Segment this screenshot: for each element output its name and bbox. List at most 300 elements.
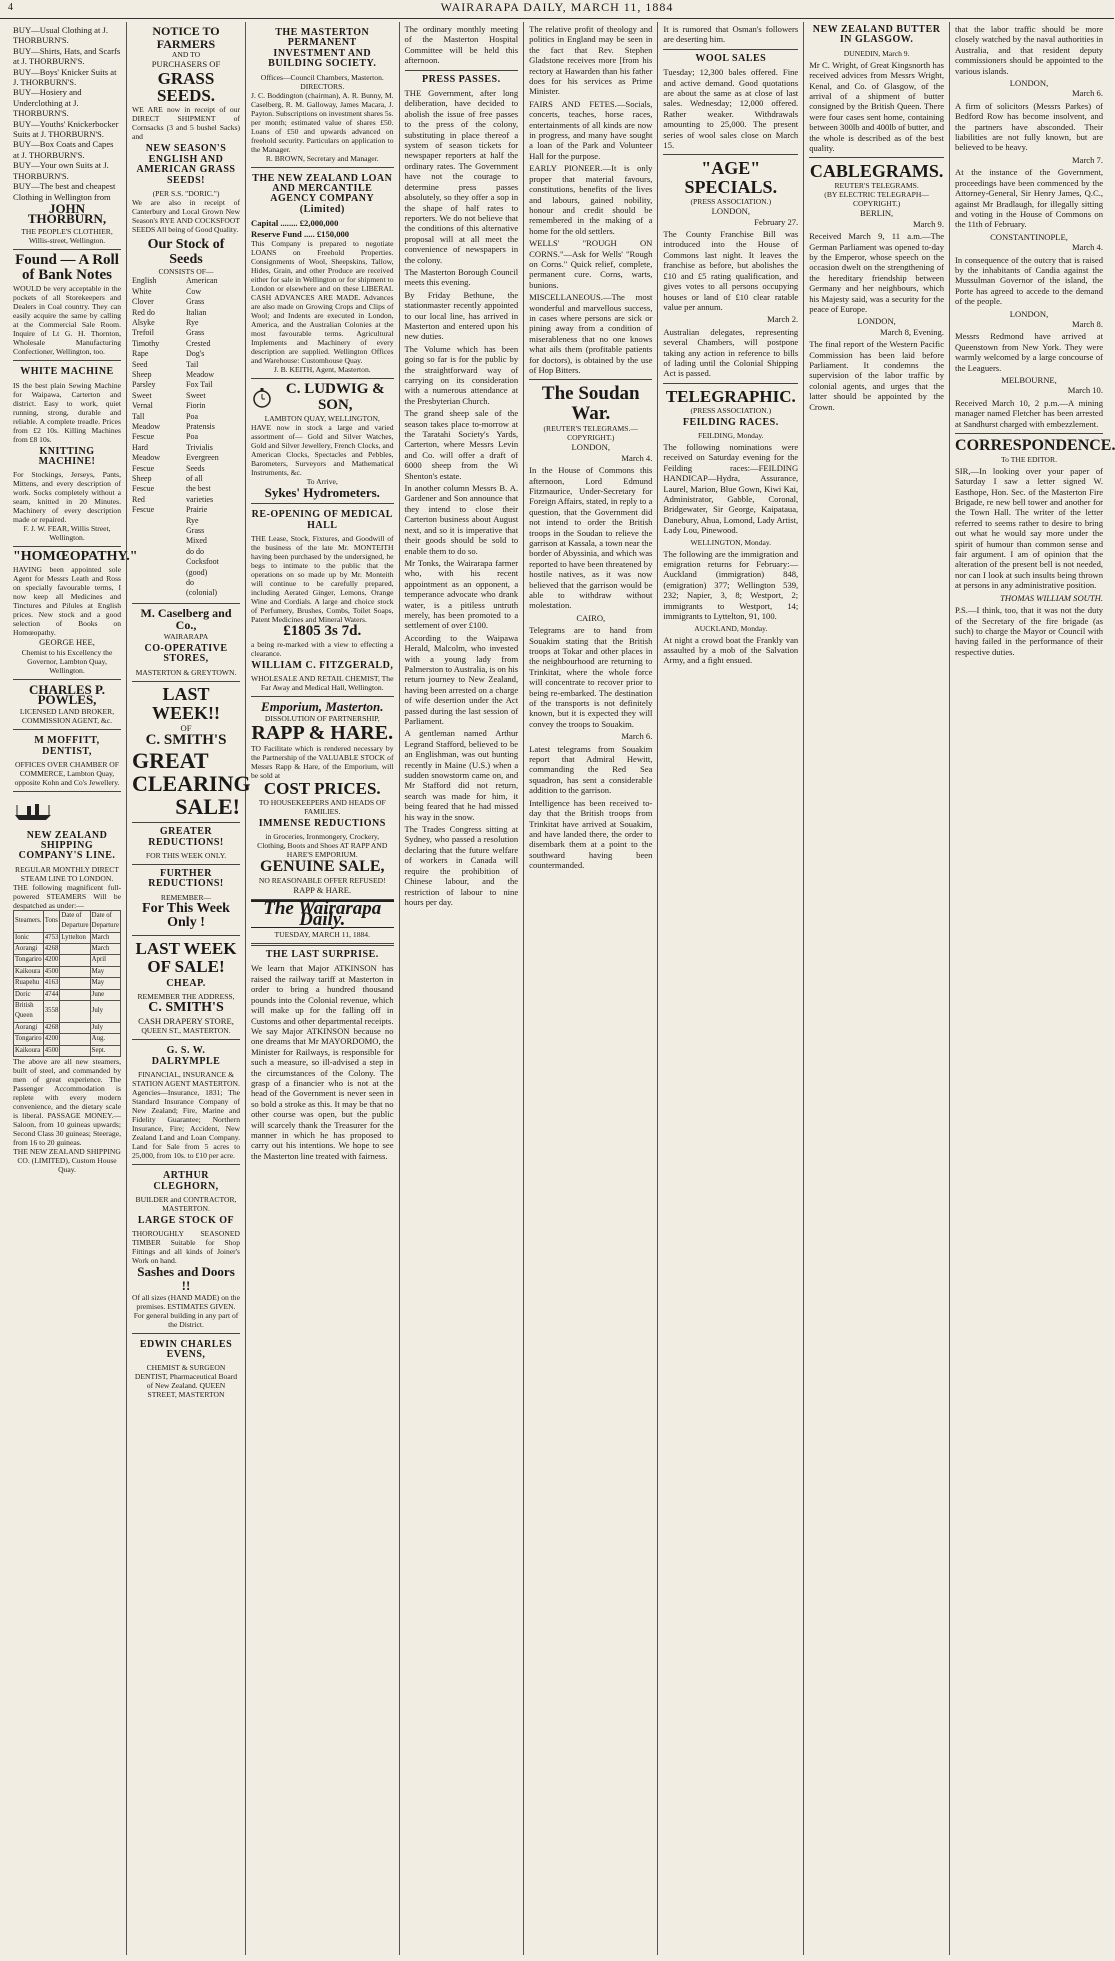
large-stock: LARGE STOCK OF (137, 1214, 235, 1226)
news-item: that the labor traffic should be more closely watched by the naval authorities in Australia, and that resident deputy commissioners should be appointed to the various islands. (955, 24, 1104, 76)
homoeopathy-text: HAVING been appointed sole Agent for Messrs Leath and Ross on specially favourable terms, I now keep all Medicines and Tinctures and Pilules at English prices. New stock and a good selection of Books on Homœopathy. (13, 565, 121, 638)
news-item: The ordinary monthly meeting of the Masterton Hospital Committee will be held this afternoon. (404, 24, 519, 66)
list-item: Prairie Rye Grass (186, 505, 208, 536)
butter-text: Mr C. Wright, of Great Kingsnorth has received advices from Messrs Wright, Kenal, and Co. of Glasgow, of the arrival of a shipment of butter consigned by the British Queen. There were four cases sent home, containing between 300lb and 400lb of butter, and the whole is described as of the best quality. (809, 59, 945, 154)
table-cell: Aug. (90, 1034, 120, 1045)
caselberg-name: M. Caselberg and Co., (140, 605, 232, 633)
wellington-text: The following are the immigration and emigration returns for February:—Auckland (immigration) 848, (emigration) 377; Wellington 539, 232; Napier, 3, 8; Westport, 2; immigrants to Westport, 14; immigrants to Lyttelton, 91, 100. (663, 548, 799, 622)
news-item: According to the Waipawa Herald, Malcolm, who invested with a young lady from Palmerston to Australia, is on his return journey to New Zealand, having been arrested on a charge of wife desertion under the Act passed during the last session of Parliament. (404, 632, 519, 726)
dunedin-date: DUNEDIN, March 9. (843, 48, 910, 58)
medical-hall-ad (251, 504, 394, 697)
buy-line: BUY—Hosiery and Underclothing at J. THORBURN'S. (13, 87, 82, 119)
age-text: The County Franchise Bill was introduced into the House of Commons last night. It leaves the franchise as before, but abolishes the £10 and £5 rating qualification, and gives votes to all persons occupying houses or land of £10 clear ratable value per annum. (663, 229, 799, 312)
rapp-hare-2: RAPP & HARE. (293, 884, 352, 895)
table-row (14, 989, 121, 1000)
estimates: Of all sizes (HAND MADE) on the premises. ESTIMATES GIVEN. (132, 1292, 240, 1311)
farmers-ad (132, 22, 240, 604)
medical-title: RE-OPENING OF MEDICAL HALL (251, 509, 393, 531)
shipping-text: THE following magnificent full-powered STEAMERS Will be despatched as under:— (13, 882, 121, 910)
table-cell (60, 1045, 90, 1056)
this-week-only: FOR THIS WEEK ONLY. (145, 850, 227, 860)
drapery-store: CASH DRAPERY STORE, (138, 1015, 234, 1026)
knitting-addr: F. J. W. FEAR, Willis Street, Wellington. (23, 524, 111, 543)
powles-sub: LICENSED LAND BROKER, COMMISSION AGENT, &c. (19, 707, 115, 726)
shipping-agent: THE NEW ZEALAND SHIPPING CO. (LIMITED), Custom House Quay. (13, 1147, 121, 1175)
dalrymple-text: Agencies—Insurance, 1831; The Standard Insurance Company of New Zealand; Fire, Marine and Fidelity Guarantee; Northern Insurance, Fire; Accident, New Zealand Land and Loan Company. Land for Sale from 5 acres to 25,000, from 10s. to £10 per acre. (132, 1088, 240, 1161)
cleghorn-ad (132, 1165, 240, 1334)
fitzgerald-name: WILLIAM C. FITZGERALD, (251, 659, 394, 671)
immense-text: in Groceries, Ironmongery, Crockery, Clothing, Boots and Shoes AT RAPP AND HARE'S EMPORIUM. (257, 832, 388, 860)
butter-title: NEW ZEALAND BUTTER IN GLASGOW. (812, 24, 941, 46)
grass-seeds-title: GRASS SEEDS. (156, 68, 216, 106)
purchasers: PURCHASERS OF (151, 59, 221, 70)
sashes-doors: Sashes and Doors !! (137, 1264, 235, 1293)
found-text: WOULD be very acceptable in the pockets of all Storekeepers and Dealers in Coal country. They can easily acquire the same by calling at the Commercial Sale Room. Inquire of Lt G. H. Thornton, Wholesale Manufacturing Confectioner, Wellington, too. (13, 284, 121, 357)
dateline-london: LONDON, (857, 316, 896, 327)
smith-name-2: C. SMITH'S (148, 1000, 224, 1016)
wanted: For general building in any part of the District. (133, 1310, 239, 1329)
list-item: Tall Meadow Fescue (132, 411, 160, 442)
dateline-london: LONDON, (711, 206, 751, 217)
date-march-2: March 2. (767, 314, 799, 325)
found-ad (13, 250, 121, 362)
age-specials-title: "AGE" SPECIALS. (684, 158, 778, 198)
table-cell (60, 1022, 90, 1033)
seed-list-left (132, 276, 186, 599)
great-label: GREAT (132, 747, 209, 773)
dateline-cairo: CAIRO, (576, 612, 606, 623)
cleghorn-name: ARTHUR CLEGHORN, (153, 1170, 219, 1192)
news-item: Received March 10, 2 p.m.—A mining manager named Fletcher has been arrested at Sandhurst charged with embezzlement. (955, 397, 1104, 429)
shipping-sub: REGULAR MONTHLY DIRECT STEAM LINE TO LONDON. (15, 864, 119, 883)
buy-line: BUY—The best and cheapest Clothing in Wellington from (13, 181, 116, 202)
list-item: Alsyke (132, 317, 155, 327)
age-press: (PRESS ASSOCIATION.) (690, 197, 772, 207)
issue-date: TUESDAY, MARCH 11, 1884. (274, 930, 370, 940)
ludwig-sub: LAMBTON QUAY, WELLINGTON, (264, 413, 380, 423)
homoeopathy-title: "HOMŒOPATHY." (13, 549, 138, 565)
news-item: The Volume which has been going so far is for the public by the straightforward way of carrying on its consideration with a numerous attendance at the Presbyterian Church. (404, 343, 519, 406)
table-cell: Doric (14, 989, 44, 1000)
evens-name: EDWIN CHARLES EVENS, (139, 1338, 233, 1360)
powles-name: CHARLES P. POWLES, (28, 681, 106, 707)
table-cell: 4163 (43, 978, 60, 989)
nzl-sign: J. B. KEITH, Agent, Masterton. (273, 365, 371, 375)
knitting-title: KNITTING MACHINE! (38, 445, 96, 468)
table-row (14, 1045, 121, 1056)
table-cell: May (90, 978, 120, 989)
remember: REMEMBER— (160, 892, 212, 902)
table-cell: 3558 (43, 1001, 60, 1023)
auckland-text: At night a crowd boat the Frankly van assaulted by a mob of the Salvation Army, and a fight ensued. (663, 634, 799, 666)
berlin-text: Received March 9, 11 a.m.—The German Parliament was opened to-day by the Emperor, whose speech on the occasion dwelt on the strengthening of the hereditary friendship between Germany and her neighbours, which his Majesty said, was a security for the peace of Europe. (809, 231, 945, 315)
pocket-watch-icon (251, 387, 273, 409)
date-march-6: March 6. (621, 731, 653, 742)
table-cell: Aorangi (14, 1022, 44, 1033)
table-cell: Kaikoura (14, 966, 44, 977)
table-cell (60, 1001, 90, 1023)
buy-line: BUY—Your own Suits at J. THORBURN'S. (13, 160, 109, 181)
news-item: In consequence of the outcry that is raised by the inhabitants of Candia against the Mussulman Governor of the island, the Porte has agreed to accede to the demand of the people. (955, 254, 1104, 307)
building-society-directors: DIRECTORS. (300, 81, 345, 91)
table-cell (60, 978, 90, 989)
soudan-sub: (REUTER'S TELEGRAMS.—COPYRIGHT.) (543, 424, 638, 443)
news-item: Mr Tonks, the Wairarapa farmer who, with his recent appointment as an opponent, a temperance advocate who drank water, is a pitiless untruth merely, has been promoted to a settlement of over £100. (404, 557, 519, 631)
list-item: Trefoil (132, 328, 154, 338)
cablegrams-copyright: (BY ELECTRIC TELEGRAPH—COPYRIGHT.) (824, 190, 929, 209)
cleghorn-sub: BUILDER and CONTRACTOR, MASTERTON. (135, 1194, 237, 1213)
drapery-addr: QUEEN ST., MASTERTON. (141, 1026, 231, 1036)
wool-title: WOOL SALES (695, 52, 767, 64)
dateline-london-2: LONDON, (1009, 308, 1049, 319)
news-item: The Trades Congress sitting at Sydney, who passed a resolution declaring that the future welfare of workers in Canada will require the prohibition of Chinese labour, and the restriction of labour to nine hours per day. (404, 824, 519, 907)
nzl-capital: Capital ........ £2,000,000 (251, 218, 339, 229)
greater-reductions: GREATER REDUCTIONS! (148, 826, 224, 848)
steamship-icon (13, 799, 53, 821)
date-march-10: March 10. (1067, 385, 1104, 396)
wool-text: Tuesday; 12,300 bales offered. Fine and active demand. Good quotations are about the same as at close of last sales. Wednesday; 12,000 offered. Rather weaker. Withdrawals amounting to 25,000. The present series of wool sales close on March 15. (663, 67, 799, 151)
masthead (0, 0, 1114, 19)
stock-title: Our Stock of Seeds (147, 236, 225, 267)
london-text: The final report of the Western Pacific Commission has been laid before Parliament. It condemns the supervision of the labor traffic by colonial agents, and urges that the latter should be appointed by the Crown. (809, 339, 945, 412)
thorburn-addr: Willis-street, Wellington. (28, 235, 106, 245)
building-society-sign: R. BROWN, Secretary and Manager. (265, 153, 379, 163)
steamer-table (13, 910, 121, 1057)
table-row (14, 932, 121, 943)
last-week: LAST WEEK!! (151, 683, 220, 723)
list-item: Red Fescue (132, 494, 155, 515)
correspondence-sign: THOMAS WILLIAM SOUTH. (1000, 592, 1104, 603)
table-cell: 4200 (43, 955, 60, 966)
news-item: FAIRS AND FETES.—Socials, concerts, teaches, horse races, entertainments of all kinds are now in progress, and many have sought a loan of the Park and Volunteer Hall for the purpose. (529, 98, 653, 161)
telegraphic-title: TELEGRAPHIC. (665, 386, 796, 406)
feilding-text: The following nominations were received on Saturday evening for the Feilding races:—FEILDING HANDICAP—Hydra, Assurance, Laurel, Marion, Blue Gown, Kiwi Kai, Administrator, Gabble, Coronal, Bridgewater, Sir George, Kaipataua, Danebury, Ahua, Lomond, Lady Artist, Lady Lou, Pinewood. (663, 442, 799, 536)
nzl-reserve: Reserve Fund ..... £150,000 (251, 228, 350, 239)
coop-addr: MASTERTON & GREYTOWN. (135, 667, 237, 677)
homoeopathy-ad (13, 547, 138, 679)
page-number: 4 (8, 2, 14, 13)
table-row (14, 955, 121, 966)
buy-line: BUY—Shirts, Hats, and Scarfs at J. THORBURN'S. (13, 45, 121, 67)
medical-price: £1805 3s 7d. (283, 623, 362, 640)
list-item: Evergreen Seeds of all the best varieties (186, 453, 219, 504)
column-4 (400, 22, 525, 1955)
news-item: In another column Messrs B. A. Gardener and Son announce that they intend to close their Carterton business about August next, and so it is imperative that their goods should be sold to enable them to do so. (404, 483, 519, 556)
immense-reductions: IMMENSE REDUCTIONS (258, 817, 386, 829)
machine-text: IS the best plain Sewing Machine for Waipawa, Carterton and district. Easy to work, quiet running, strong, durable and reliable. A complete treadle. Prices from £2 10s. Killing Machines from £8 10s. (13, 380, 121, 444)
ludwig-arrive: To Arrive, (306, 476, 338, 486)
table-cell: Kaikoura (14, 1045, 44, 1056)
cablegrams-title: CABLEGRAMS. (809, 161, 944, 182)
nzl-ad (251, 168, 394, 379)
date-march-8: March 8, Evening. (880, 326, 945, 337)
list-item: American Cow Grass (186, 276, 218, 307)
table-cell: July (90, 1001, 120, 1023)
press-passes-title: PRESS PASSES. (422, 73, 501, 85)
news-item: WELLS' "ROUGH ON CORNS."—Ask for Wells' "Rough on Corns." Quick relief, complete, permanent cure. Corns, warts, bunions. (529, 238, 653, 290)
list-item: Sheep Fescue (132, 474, 155, 494)
fitzgerald-sub: WHOLESALE AND RETAIL CHEMIST, The Far Away and Medical Hall, Wellington. (251, 674, 394, 693)
table-cell: Aorangi (14, 944, 44, 955)
nzl-text: This Company is prepared to negotiate LOANS on Freehold Properties. Consignments of Wool, Sheepskins, Tallow, Hides, Grain, and other Produce are received either for sale in Wellington or for shipment to London or elsewhere and on these LIBERAL CASH ADVANCES ARE MADE. Advances are also made on Growing Crops and Clips of Wool; and Indents are executed in London, America, and the Australian Colonies at the most favourable terms. Agricultural Implements and Machinery of every description are supplied. Wellington Offices and Warehouse: Customhouse Quay. (251, 239, 394, 366)
table-cell (60, 1034, 90, 1045)
date-march-7: March 7. (1071, 154, 1104, 165)
machine-ad (13, 361, 121, 547)
list-item: Poa Pratensis (186, 411, 215, 431)
soudan-title: The Soudan War. (541, 383, 640, 425)
table-cell: May (90, 966, 120, 977)
emporium-ad (251, 697, 394, 900)
cocksfoot: We are also in receipt of Canterbury and Local Grown New Season's RYE AND COCKSFOOT SEEDS All being of Good Quality. (132, 197, 240, 234)
dissolution: DISSOLUTION OF PARTNERSHIP, (264, 713, 380, 723)
press-passes-text: THE Government, after long deliberation, have decided to abolish the issue of free passes to the press of the colony, substituting in place thereof a system of season tickets for newspaper reporters at half the ordinary rates. The Government have not the courage to determine press passes absolutely, so they offer a sop in the shape of half rates to reporters. We do not believe that the conditions of this alternative proposal will at all meet the convenience of newspapers in the colony. (404, 88, 519, 265)
smith-name: C. SMITH'S (145, 732, 227, 749)
news-item: MISCELLANEOUS.—The most wonderful and marvellous success, in cases where persons are sick or pining away from a condition of miserableness that no one knows what ails them (profitable patients for doctors), is obtained by the use of Hop Bitters. (529, 292, 653, 375)
date-march-9: March 9. (912, 218, 945, 229)
sykes-hydrometers: Sykes' Hydrometers. (264, 484, 380, 500)
table-cell: Lyttelton (60, 932, 90, 943)
news-item: EARLY PIONEER.—It is only proper that material favours, constitutions, benefits of the lives and labours, gained nobility, honour and credit should be remembered in the making of a home for the old settlers. (529, 163, 653, 236)
masthead-title: WAIRARAPA DAILY, MARCH 11, 1884 (440, 0, 674, 14)
moffitt-sub: OFFICES OVER CHAMBER OF COMMERCE, Lambton Quay, opposite Kohn and Co's Jewellery. (14, 760, 120, 788)
column-7 (804, 22, 950, 1955)
list-item: Crested Dog's Tail (186, 338, 211, 369)
list-item: do (colonial) (186, 578, 218, 598)
cheap-label: CHEAP. (166, 977, 206, 989)
table-cell: March (90, 932, 120, 943)
timber-text: THOROUGHLY SEASONED TIMBER Suitable for Shop Fittings and all kinds of Joiner's Work on hand. (132, 1229, 240, 1266)
date-feb-27: February 27. (754, 216, 799, 227)
ludwig-text: HAVE now in stock a large and varied assortment of— Gold and Silver Watches, Gold and Silver Jewellery, French Clocks, and American Clocks, Spectacles and Pebbles, Barometers, Surveyors and Mathematical Instruments, &c. (251, 422, 394, 477)
correspondence-text: SIR,—In looking over your paper of Saturday I saw a letter signed W. Easthope, Hon. Sec. of the Masterton Fire Brigade, re new bell tower and another for the Town Hall. The writer of the letter referred to seems rather to desire to bring out what he would say more under the spirit of humour than common sense and fair argument. I am of opinion that the alteration of the present bell is not needed, nor can I look at such insults being thrown at persons in any administrative position. (955, 465, 1104, 591)
cablegrams-sub: REUTER'S TELEGRAMS. (834, 181, 919, 191)
powles-ad (13, 680, 121, 731)
table-cell: Tongariro (14, 1034, 44, 1045)
news-item: The relative profit of theology and politics in England may be seen in the fact that Rev. Stephen Gladstone receives more [from his rectory at Hawarden than his father does for his services as Prime Minister. (529, 24, 653, 97)
cairo-text: Telegrams are to hand from Souakim stating that the British troops at Tokar and other places in the neighbourhood are returning to Trinkitat, where the whole force will concentrate to recover prior to being re-embarked. The destination of the transports is not definitely known, but it is expected they will convey the troops to Souakim. (529, 625, 653, 729)
column-8 (950, 22, 1115, 1955)
clearing-label: CLEARING (132, 770, 251, 796)
homoeopathy-name: GEORGE HEE, (39, 637, 95, 648)
last-week-2: LAST WEEK (135, 939, 237, 959)
column-2 (127, 22, 251, 1955)
leader-text: We learn that Major ATKINSON has raised the railway tariff at Masterton in order to bring a hundred thousand pounds into the Colonial revenue, which will make up for the falling off in Customs and other departmental receipts. We say Major ATKINSON because no one dreams that Mr MAYORDOMO, the Minister for Railways, is responsible for such a measure, so ill-advised a step in the circumstances of the Colony. The grasp of a financier who is not at the head of the Government is never seen in so bold a stroke as this. It may be that no other course was open, but the public will scarcely thank the Treasurer for the manner in which he has proposed to carry out his intentions. We hope to see the Masterton line treated with fairness. (251, 963, 394, 1161)
farmers-title: NOTICE TO FARMERS (152, 24, 220, 51)
table-cell (60, 944, 90, 955)
dalrymple-ad (132, 1040, 240, 1165)
of-sale: OF SALE! (147, 956, 225, 976)
table-cell: April (90, 955, 120, 966)
list-item: Cocksfoot (good) (186, 557, 219, 577)
date-march-8: March 8. (1071, 318, 1104, 329)
building-society-ad (251, 22, 394, 168)
no-offer-refused: NO REASONABLE OFFER REFUSED! (258, 875, 386, 885)
building-society-title: THE MASTERTON PERMANENT INVESTMENT AND BUILDING SOCIETY. (268, 27, 377, 70)
soudan-text: In the House of Commons this afternoon, Lord Edmund Fitzmaurice, Under-Secretary for Foreign Affairs, stated, in reply to a question, that the Government did not intend to order the British troops in the Soudan to relieve the garrison at Kassala, a town near the border of Abyssinia, and which was reported to have been threatened by hostile natives, as it was now believed that the garrison would be able to withdraw without molestation. (529, 465, 653, 611)
caselberg-ad (132, 604, 240, 682)
table-cell (60, 955, 90, 966)
rapp-text: TO Facilitate which is rendered necessary by the Partnership of the VALUABLE STOCK of Messrs Rapp & Hare, of the Emporium, will be sold at (251, 743, 394, 780)
new-seasons: NEW SEASON'S ENGLISH AND AMERICAN GRASS SEEDS! (136, 143, 236, 186)
table-cell: 4200 (43, 1034, 60, 1045)
list-item: Timothy (132, 338, 160, 348)
coop-stores: CO-OPERATIVE STORES, (144, 643, 228, 665)
thorburn-ad (13, 22, 121, 250)
ludwig-ad (251, 379, 394, 504)
buy-line: BUY—Usual Clothing at J. THORBURN'S. (13, 25, 109, 46)
latest-text: Latest telegrams from Souakim report that Admiral Hewitt, commanding the Red Sea squadron, has sent a considerable addition to the garrison. (529, 743, 653, 796)
knitting-text: For Stockings, Jerseys, Pants, Mittens, and every description of work. Socks completely without a seam, knitted in 20 Minutes. Machinery of every description made or repaired. (13, 470, 121, 525)
list-item: Meadow Fox Tail (186, 369, 214, 390)
rapp-hare: RAPP & HARE. (251, 721, 394, 744)
thorburn-sub: THE PEOPLE'S CLOTHIER, (21, 226, 113, 236)
table-cell: Ionic (14, 932, 44, 943)
column-5 (524, 22, 658, 1955)
cost-prices: COST PRICES. (263, 778, 381, 798)
list-item: Mixed do do (186, 536, 207, 556)
table-cell: 4753 (43, 932, 60, 943)
news-item: A firm of solicitors (Messrs Parkes) of Bedford Row has become insolvent, and the partners have absconded. Their liabilities are not fully known, but are believed to be heavy. (955, 100, 1104, 153)
dateline-london: LONDON, (571, 442, 610, 453)
dalrymple-sub: FINANCIAL, INSURANCE & STATION AGENT MASTERTON. (132, 1070, 240, 1089)
telegraphic-sub: (PRESS ASSOCIATION.) (690, 405, 772, 415)
table-header-row (14, 910, 121, 932)
table-cell: July (90, 1022, 120, 1033)
table-row (14, 1022, 121, 1033)
table-row (14, 944, 121, 955)
column-1 (8, 22, 138, 1955)
list-item: Sweet Vernal (132, 390, 153, 411)
columns (8, 22, 1115, 1955)
table-cell: Ruapehu (14, 978, 44, 989)
nzl-title: THE NEW ZEALAND LOAN AND MERCANTILE AGENCY COMPANY (Limited) (252, 172, 393, 215)
per-ship: (PER S.S. "DORIC.") (152, 188, 220, 198)
list-item: Red do (132, 307, 155, 317)
news-item: The Masterton Borough Council meets this evening. (404, 266, 519, 288)
thorburn-name: JOHN THORBURN, (27, 200, 107, 227)
table-row (14, 966, 121, 977)
farmers-and: AND TO (171, 50, 201, 60)
consists: CONSISTS OF— (158, 267, 214, 277)
table-cell: Sept. (90, 1045, 120, 1056)
opening: WE ARE now in receipt of our DIRECT SHIPMENT of Cornsacks (3 and 5 bushel Sacks) and (132, 105, 240, 142)
sale-label: SALE! (175, 794, 240, 819)
news-item: Messrs Redmond have arrived at Queenstown from New York. They were warmly welcomed by a large concourse of the Leaguers. (955, 331, 1104, 373)
list-item: Sweet Fiorin (186, 390, 206, 411)
table-cell: 4268 (43, 1022, 60, 1033)
table-row (14, 1034, 121, 1045)
list-item: Poa Trivialis (186, 432, 213, 452)
table-header: Date of Departure (60, 910, 90, 932)
table-header: Tons (43, 910, 60, 932)
list-item: Sheep Parsley (132, 369, 156, 390)
auckland-date: AUCKLAND, Monday. (694, 623, 768, 633)
list-item: Hard Meadow Fescue (132, 442, 160, 473)
building-society-office: Offices—Council Chambers, Masterton. (260, 72, 384, 82)
medical-price-text: a being re-marked with a view to effecting a clearance. (251, 639, 394, 658)
date-march-4: March 4. (621, 452, 653, 463)
moffitt-ad (13, 730, 121, 792)
list-item: Rape Seed (132, 349, 149, 369)
column-3 (246, 22, 400, 1955)
news-item: It is rumored that Osman's followers are deserting him. (663, 24, 799, 45)
list-item: Italian Rye Grass (186, 307, 207, 338)
table-cell: British Queen (14, 1001, 44, 1023)
table-cell: 4744 (43, 989, 60, 1000)
table-row (14, 978, 121, 989)
dalrymple-name: G. S. W. DALRYMPLE (151, 1045, 221, 1067)
news-item: At the instance of the Government, proceedings have been commenced by the Attorney-General, Sir Henry James, Q.C., against Mr Bradlaugh, for illegally sitting and voting in the House of Commons on the 11th of February. (955, 167, 1104, 230)
table-cell: Tongariro (14, 955, 44, 966)
table-header: Date of Departure (90, 910, 120, 932)
building-society-text: J. C. Boddington (chairman), A. R. Bunny, M. Caselberg, R. M. Galloway, James Macara, J. Payton. Subscriptions on investment shares 5s. per month; estimated value of shares £50. Loans of £50 and upwards advanced on freehold security. Particulars on application to the Manager. (251, 90, 394, 154)
date-march-4: March 4. (1071, 242, 1104, 253)
caselberg-sub: WAIRARAPA (163, 632, 209, 642)
shipping-title: NEW ZEALAND SHIPPING COMPANY'S LINE. (18, 829, 116, 862)
march2-text: Australian delegates, representing several Chambers, will postpone taking any action in reference to bills of lading until the Colonial Shipping Act is passed. (663, 326, 799, 379)
moffitt-name: M MOFFITT, DENTIST, (34, 735, 100, 757)
table-cell (60, 989, 90, 1000)
table-header: Steamers. (14, 910, 44, 932)
table-cell: 4268 (43, 944, 60, 955)
table-row (14, 1001, 121, 1023)
feilding-races: FEILDING RACES. (682, 416, 779, 428)
evens-ad (132, 1334, 240, 1404)
genuine-sale: GENUINE SALE, (260, 858, 385, 876)
date-march-6: March 6. (1071, 88, 1104, 99)
machine-title: WHITE MACHINE (20, 366, 114, 378)
paper-title: The Wairarapa Daily. (251, 900, 394, 928)
housekeepers: TO HOUSEKEEPERS AND HEADS OF FAMILIES. (258, 797, 386, 816)
intelligence-text: Intelligence has been received to-day that the British troops from Trinkitat have arrived at Souakim, and have landed there, the order to disembark them at a point to the southward having been countermanded. (529, 797, 653, 871)
table-cell: June (90, 989, 120, 1000)
emporium-title: Emporium, Masterton. (261, 699, 384, 715)
dateline-london: LONDON, (1009, 78, 1049, 89)
correspondence-title: CORRESPONDENCE. (955, 437, 1115, 455)
found-title: Found — A Roll of Bank Notes (15, 251, 119, 284)
list-item: English White Clover (132, 276, 157, 307)
table-cell: 4500 (43, 966, 60, 977)
homoeopathy-sub: Chemist to his Excellency the Governor, Lambton Quay, Wellington. (21, 647, 113, 675)
postscript: P.S.—I think, too, that it was not the duty of the Secretary of the fire brigade (as such) to charge the Mayor or Council with having failed in the performance of their respective duties. (955, 605, 1104, 657)
ludwig-name: C. LUDWIG & SON, (285, 381, 385, 413)
of-label: OF (180, 722, 192, 733)
for-this-week: For This Week Only ! (142, 900, 230, 931)
news-item: The grand sheep sale of the season takes place to-morrow at the Taratahi Society's Yards, Carterton, where Messrs Levin and Co. will offer a draft of 6000 sheep from the Wi Shenton's estate. (404, 408, 519, 481)
further-reductions: FURTHER REDUCTIONS! (148, 867, 224, 890)
smith-sale-ad (132, 682, 251, 1040)
buy-line: BUY—Boys' Knicker Suits at J. THORBURN'S. (13, 66, 117, 88)
shipping-foot: The above are all new steamers, built of steel, and commanded by men of great experience. The Passenger Accommodation is replete with every modern convenience, and the dietary scale is liberal. PASSAGE MONEY.—Saloon, from 10 guineas upwards; Second Class 30 guineas; Steerage, from 16 to 20 guineas. (13, 1057, 121, 1148)
leader-title: THE LAST SURPRISE. (265, 949, 379, 961)
table-cell: 4500 (43, 1045, 60, 1056)
shipping-ad (13, 792, 121, 1178)
remember-address: REMEMBER THE ADDRESS, (137, 992, 235, 1002)
seed-list (132, 276, 240, 599)
buy-line: BUY—Youths' Knickerbocker Suits at J. THORBURN'S. (13, 118, 119, 140)
feilding-date: FEILDING, Monday. (698, 431, 764, 440)
dateline-berlin: BERLIN, (860, 208, 894, 219)
to-editor: To THE EDITOR. (1001, 454, 1057, 464)
news-item: By Friday Bethune, the stationmaster recently appointed to our local line, has arrived in Masterton and entered upon his new duties. (404, 289, 519, 342)
news-item: A gentleman named Arthur Legrand Stafford, believed to be an Englishman, was out hunting recently in Maine (U.S.) when a sudden snowstorm came on, and Mr Stafford did not return, search was made for him, it being feared that he had missed his way in the snow. (404, 728, 519, 822)
table-cell: March (90, 944, 120, 955)
buy-line: BUY—Box Coats and Capes at J. THORBURN'S. (13, 139, 114, 160)
seed-list-right (186, 276, 240, 599)
medical-text: THE Lease, Stock, Fixtures, and Goodwill of the business of the late Mr. MONTEITH having been purchased by the undersigned, he begs to intimate to the public that the operations on so made up by Mr. Monteith will continue to be carefully prepared, including Aerated Ginger, Lemons, Orange Wine and Cordials. A large and choice stock of Perfumery, Brushes, Combs, Toilet Soaps, Patent Medicines and Mineral Waters. (251, 534, 394, 625)
column-6 (658, 22, 804, 1955)
dateline-melbourne: MELBOURNE, (1001, 375, 1057, 385)
